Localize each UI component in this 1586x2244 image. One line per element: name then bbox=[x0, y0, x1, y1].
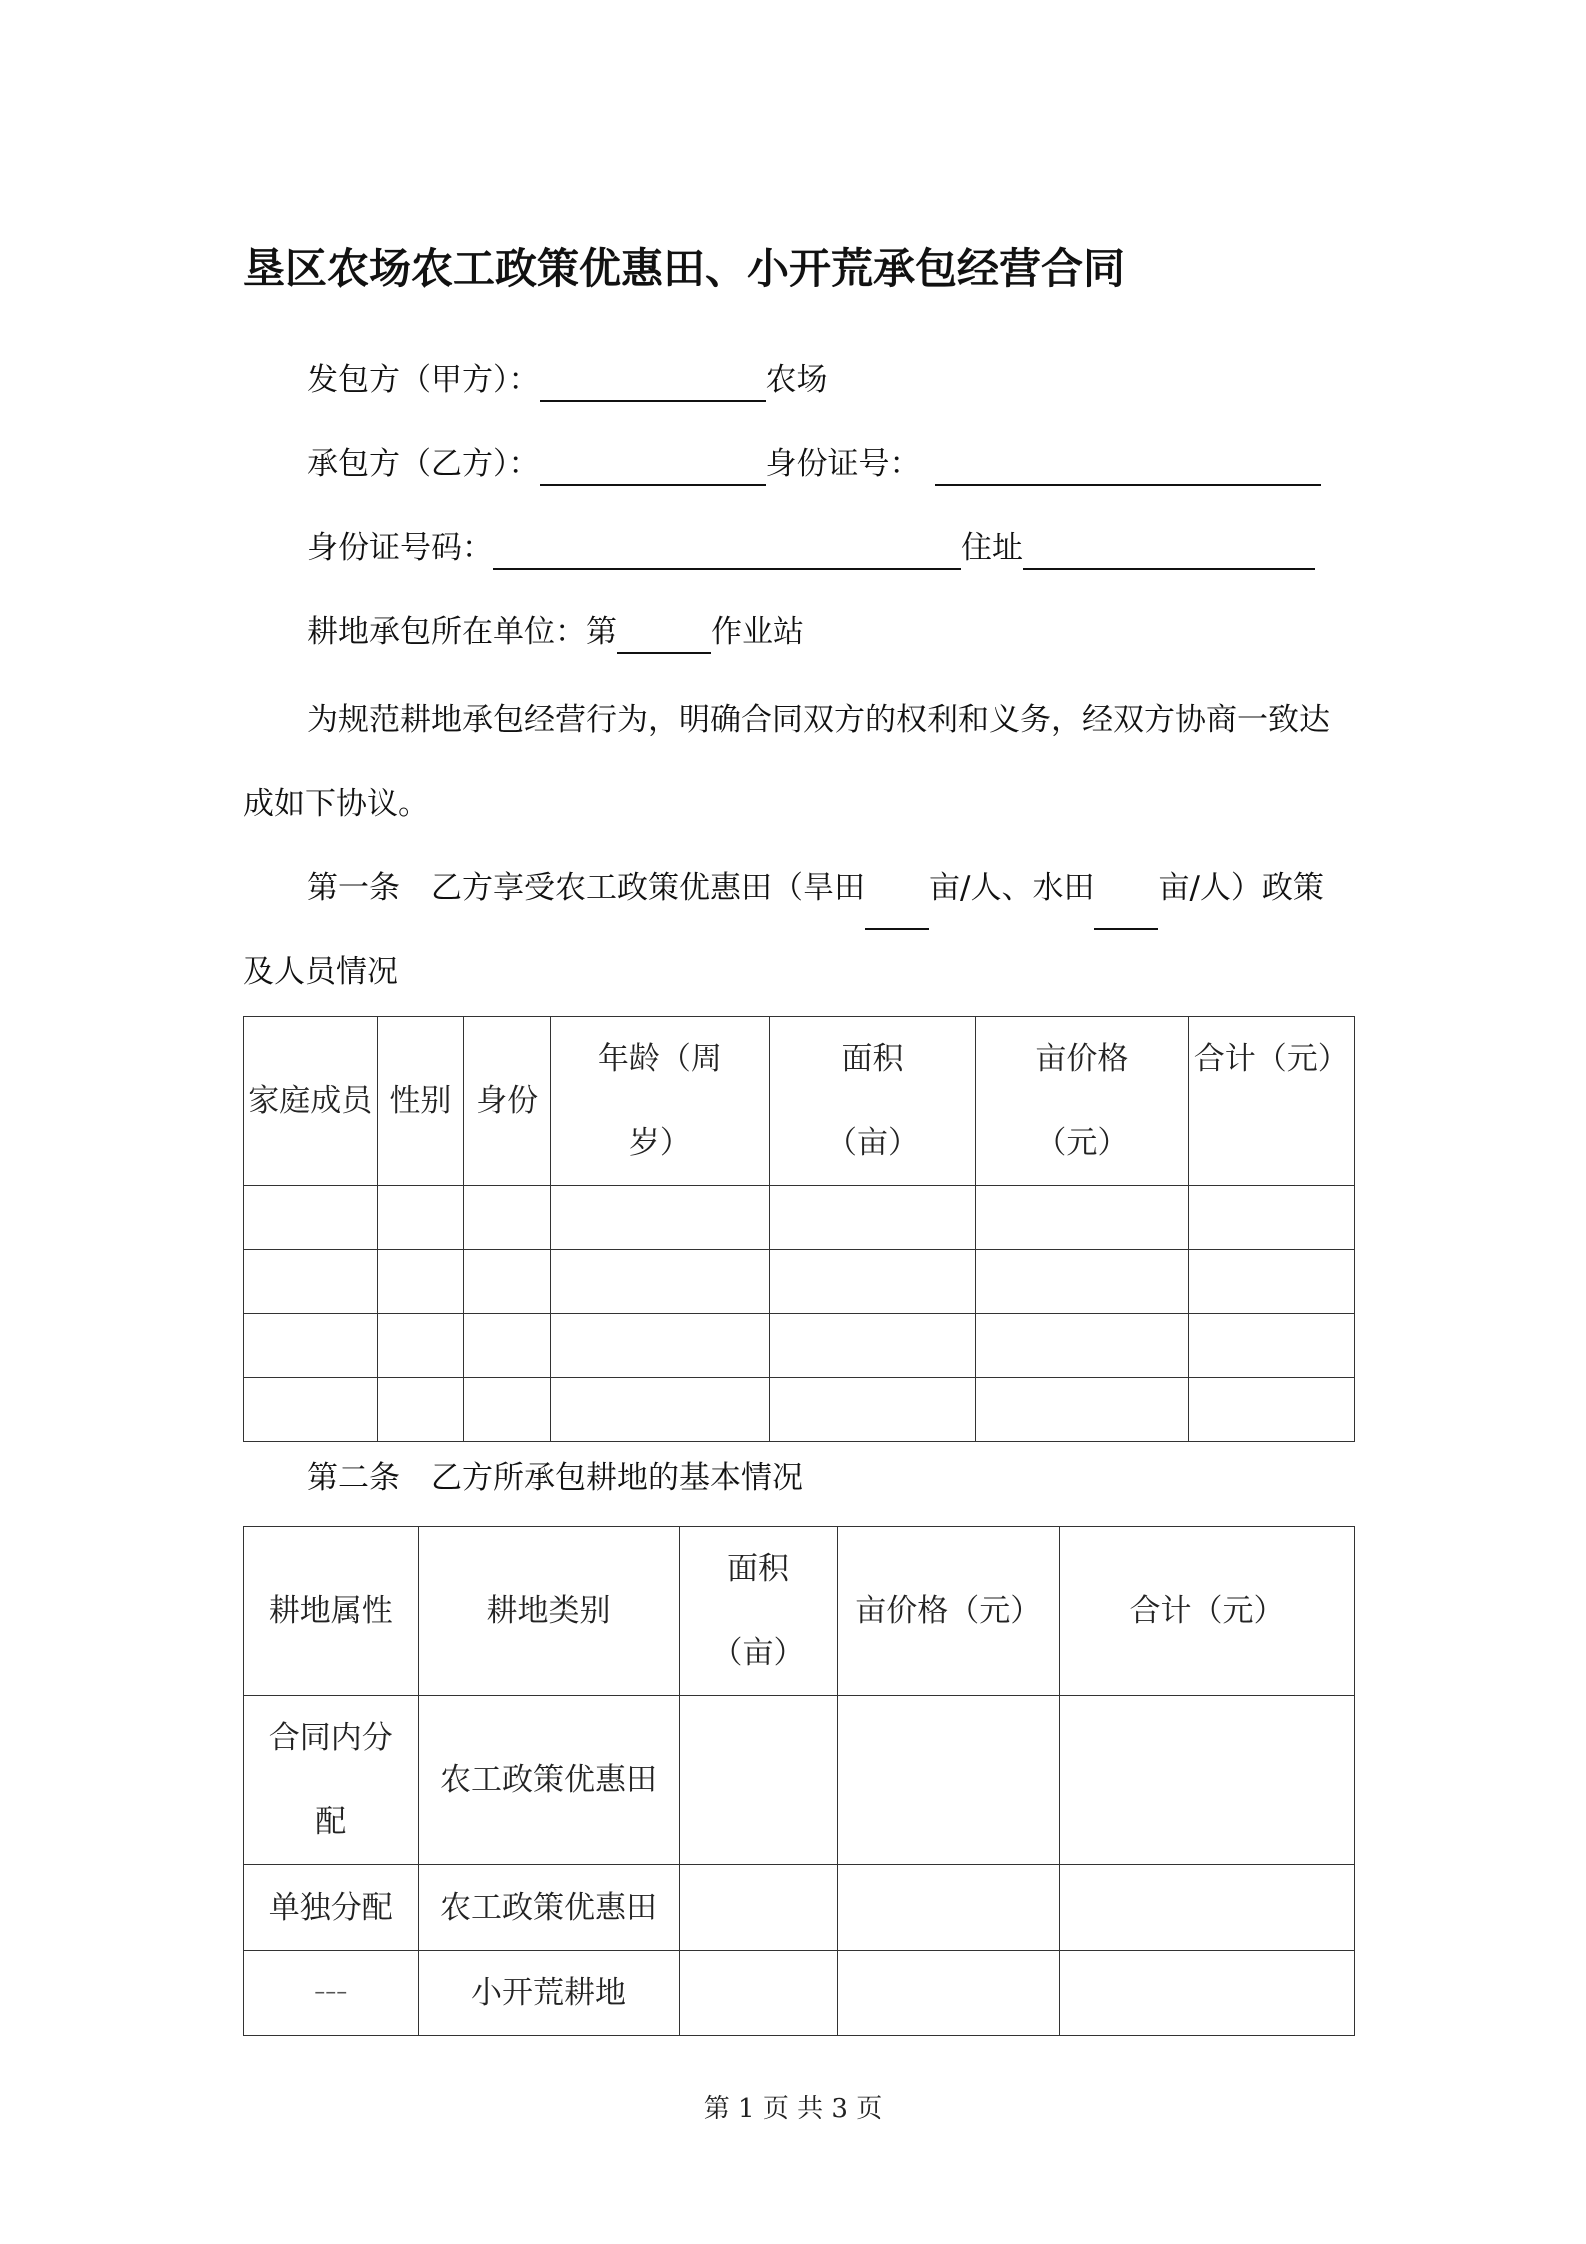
article-2-text: 第二条 乙方所承包耕地的基本情况 bbox=[307, 1460, 803, 1496]
table-cell[interactable] bbox=[976, 1314, 1188, 1378]
intro-text: 为规范耕地承包经营行为，明确合同双方的权利和义务，经双方协商一致达成如下协议。 bbox=[243, 702, 1330, 822]
table-cell[interactable] bbox=[769, 1314, 975, 1378]
table-cell: ––– bbox=[244, 1951, 419, 2036]
table-cell[interactable] bbox=[377, 1250, 464, 1314]
table-cell[interactable] bbox=[464, 1314, 551, 1378]
table-1-header: 亩价格（元） bbox=[976, 1017, 1188, 1186]
party-a-suffix: 农场 bbox=[765, 362, 828, 398]
table-cell: 小开荒耕地 bbox=[418, 1951, 679, 2036]
table-row bbox=[244, 1696, 1355, 1865]
unit-suffix: 作业站 bbox=[711, 614, 804, 650]
unit-blank[interactable] bbox=[617, 612, 711, 654]
table-row bbox=[244, 1314, 1355, 1378]
table-2-header: 面积（亩） bbox=[679, 1527, 837, 1696]
table-row bbox=[244, 1378, 1355, 1442]
party-b-line bbox=[307, 442, 1321, 486]
table-cell[interactable] bbox=[464, 1186, 551, 1250]
table-1-header: 面积（亩） bbox=[769, 1017, 975, 1186]
table-1-header: 身份 bbox=[464, 1017, 551, 1186]
article-1-part1: 第一条 乙方享受农工政策优惠田（旱田 bbox=[307, 870, 865, 906]
table-cell[interactable] bbox=[464, 1250, 551, 1314]
table-cell[interactable] bbox=[377, 1378, 464, 1442]
id-label-1: 身份证号： bbox=[765, 446, 921, 482]
table-2-header: 耕地属性 bbox=[244, 1527, 419, 1696]
table-row bbox=[244, 1250, 1355, 1314]
table-row bbox=[244, 1951, 1355, 2036]
table-cell[interactable] bbox=[769, 1250, 975, 1314]
table-cell[interactable] bbox=[976, 1378, 1188, 1442]
party-b-label: 承包方（乙方）： bbox=[307, 446, 540, 482]
table-cell[interactable] bbox=[244, 1186, 378, 1250]
party-a-label: 发包方（甲方）： bbox=[307, 362, 540, 398]
unit-label: 耕地承包所在单位：第 bbox=[307, 614, 617, 650]
address-blank[interactable] bbox=[1023, 528, 1315, 570]
table-cell: 合同内分配 bbox=[244, 1696, 419, 1865]
table-cell[interactable] bbox=[769, 1186, 975, 1250]
table-1-header: 家庭成员 bbox=[244, 1017, 378, 1186]
table-cell[interactable] bbox=[550, 1314, 769, 1378]
table-cell[interactable] bbox=[769, 1378, 975, 1442]
table-cell[interactable] bbox=[1188, 1250, 1354, 1314]
table-cell[interactable] bbox=[377, 1314, 464, 1378]
table-cell[interactable] bbox=[1188, 1314, 1354, 1378]
party-a-blank[interactable] bbox=[540, 360, 766, 402]
paddy-blank[interactable] bbox=[1094, 894, 1158, 930]
table-row bbox=[244, 1865, 1355, 1951]
table-cell[interactable] bbox=[837, 1696, 1059, 1865]
table-cell[interactable] bbox=[837, 1865, 1059, 1951]
table-cell[interactable] bbox=[1188, 1378, 1354, 1442]
id-address-line bbox=[307, 526, 1315, 570]
document-title: 垦区农场农工政策优惠田、小开荒承包经营合同 bbox=[243, 244, 1126, 293]
table-cell[interactable] bbox=[377, 1186, 464, 1250]
id-blank-1[interactable] bbox=[935, 444, 1321, 486]
table-cell[interactable] bbox=[244, 1314, 378, 1378]
table-1-header: 年龄（周岁） bbox=[550, 1017, 769, 1186]
table-cell[interactable] bbox=[1188, 1186, 1354, 1250]
table-cell[interactable] bbox=[1059, 1951, 1354, 2036]
table-1-header: 性别 bbox=[377, 1017, 464, 1186]
table-cell[interactable] bbox=[244, 1250, 378, 1314]
table-row bbox=[244, 1186, 1355, 1250]
table-cell[interactable] bbox=[679, 1951, 837, 2036]
unit-line bbox=[307, 610, 804, 654]
table-2-header: 亩价格（元） bbox=[837, 1527, 1059, 1696]
table-1-header: 合计（元） bbox=[1188, 1017, 1354, 1186]
table-cell[interactable] bbox=[679, 1865, 837, 1951]
page-footer: 第 1 页 共 3 页 bbox=[703, 2094, 883, 2124]
table-cell[interactable] bbox=[679, 1696, 837, 1865]
table-cell[interactable] bbox=[1059, 1696, 1354, 1865]
table-cell: 农工政策优惠田 bbox=[418, 1865, 679, 1951]
table-2-header: 合计（元） bbox=[1059, 1527, 1354, 1696]
article-1-part2: 亩/人、水田 bbox=[929, 870, 1095, 906]
article-2 bbox=[307, 1456, 803, 1500]
table-1-header-row bbox=[244, 1017, 1355, 1186]
party-b-blank[interactable] bbox=[540, 444, 766, 486]
table-cell: 单独分配 bbox=[244, 1865, 419, 1951]
id-label-2: 身份证号码： bbox=[307, 530, 493, 566]
address-label: 住址 bbox=[961, 530, 1023, 566]
intro-paragraph bbox=[243, 678, 1353, 846]
dryland-blank[interactable] bbox=[865, 894, 929, 930]
table-2-header-row bbox=[244, 1527, 1355, 1696]
table-cell[interactable] bbox=[550, 1378, 769, 1442]
id-blank-2[interactable] bbox=[493, 528, 961, 570]
family-members-table bbox=[243, 1016, 1355, 1442]
table-cell[interactable] bbox=[244, 1378, 378, 1442]
article-1-part3: 亩/人）政策及人员情况 bbox=[243, 870, 1324, 990]
table-cell[interactable] bbox=[1059, 1865, 1354, 1951]
table-2-header: 耕地类别 bbox=[418, 1527, 679, 1696]
table-cell[interactable] bbox=[550, 1186, 769, 1250]
article-1 bbox=[243, 846, 1353, 1014]
table-cell[interactable] bbox=[976, 1186, 1188, 1250]
table-cell[interactable] bbox=[837, 1951, 1059, 2036]
table-cell[interactable] bbox=[976, 1250, 1188, 1314]
table-cell[interactable] bbox=[464, 1378, 551, 1442]
table-cell: 农工政策优惠田 bbox=[418, 1696, 679, 1865]
party-a-line bbox=[307, 358, 828, 402]
farmland-table bbox=[243, 1526, 1355, 2036]
table-cell[interactable] bbox=[550, 1250, 769, 1314]
